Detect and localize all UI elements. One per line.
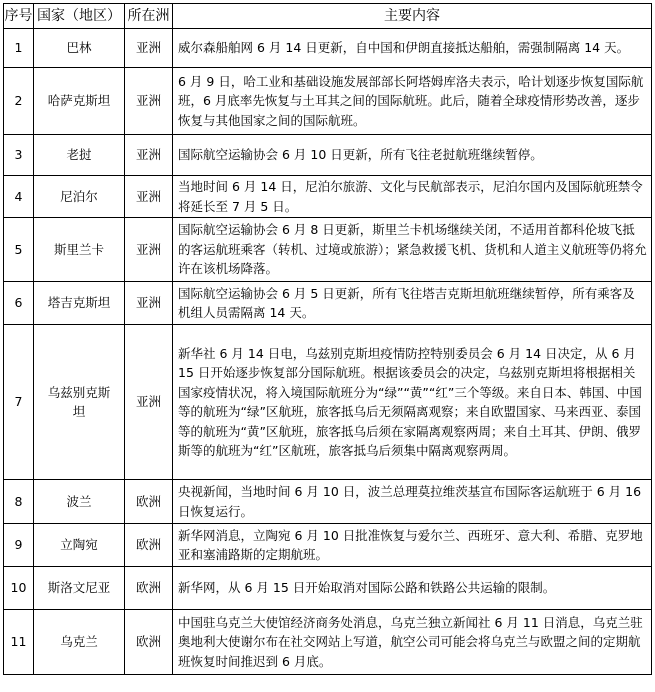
table-row bbox=[4, 325, 652, 480]
cell-region: 亚洲 bbox=[125, 68, 173, 135]
cell-content: 新华社 6 月 14 日电，乌兹别克斯坦疫情防控特别委员会 6 月 14 日决定，从 6 月 15 日开始逐步恢复部分国际航班。根据该委员会的决定，乌兹别克斯坦将根据相关国家疫情状况，将入境国际航班分为“绿”“黄”“红”三个等级。来自日本、韩国、中国等的航班为“绿”区航班，旅客抵乌后无须隔离观察；来自欧盟国家、马来西亚、泰国等的航班为“黄”区航班，旅客抵乌后须在家隔离观察两周；来自土耳其、伊朗、俄罗斯等的航班为“红”区航班，旅客抵乌后须集中隔离观察两周。 bbox=[173, 325, 652, 480]
cell-no: 10 bbox=[4, 567, 34, 610]
cell-country: 斯里兰卡 bbox=[34, 218, 125, 282]
table-row bbox=[4, 135, 652, 176]
cell-content: 国际航空运输协会 6 月 5 日更新，所有飞往塔吉克斯坦航班继续暂停，所有乘客及机组人员需隔离 14 天。 bbox=[173, 282, 652, 325]
table-row bbox=[4, 176, 652, 218]
header-no: 序号 bbox=[4, 4, 34, 29]
cell-content: 国际航空运输协会 6 月 10 日更新，所有飞往老挝航班继续暂停。 bbox=[173, 135, 652, 176]
cell-no: 6 bbox=[4, 282, 34, 325]
cell-content: 国际航空运输协会 6 月 8 日更新，斯里兰卡机场继续关闭，不适用首都科伦坡飞抵的客运航班乘客（转机、过境或旅游）；紧急救援飞机、货机和人道主义航班等仍将允许在该机场降落。 bbox=[173, 218, 652, 282]
cell-country: 尼泊尔 bbox=[34, 176, 125, 218]
cell-content: 6 月 9 日，哈工业和基础设施发展部部长阿塔姆库洛夫表示，哈计划逐步恢复国际航班，6 月底率先恢复与土耳其之间的国际航班。此后，随着全球疫情形势改善，逐步恢复与其他国家之间的国际航班。 bbox=[173, 68, 652, 135]
cell-region: 欧洲 bbox=[125, 480, 173, 524]
flight-restrictions-table bbox=[3, 3, 652, 675]
table-row bbox=[4, 282, 652, 325]
cell-country: 老挝 bbox=[34, 135, 125, 176]
cell-no: 8 bbox=[4, 480, 34, 524]
table-row bbox=[4, 567, 652, 610]
cell-region: 亚洲 bbox=[125, 282, 173, 325]
cell-content: 当地时间 6 月 14 日，尼泊尔旅游、文化与民航部表示，尼泊尔国内及国际航班禁令将延长至 7 月 5 日。 bbox=[173, 176, 652, 218]
header-region: 所在洲 bbox=[125, 4, 173, 29]
cell-country: 立陶宛 bbox=[34, 524, 125, 567]
cell-region: 欧洲 bbox=[125, 567, 173, 610]
table-header-row bbox=[4, 4, 652, 29]
cell-no: 4 bbox=[4, 176, 34, 218]
cell-country: 哈萨克斯坦 bbox=[34, 68, 125, 135]
cell-country: 乌克兰 bbox=[34, 610, 125, 675]
table-row bbox=[4, 29, 652, 68]
table-row bbox=[4, 524, 652, 567]
cell-no: 5 bbox=[4, 218, 34, 282]
cell-country: 巴林 bbox=[34, 29, 125, 68]
cell-content: 央视新闻，当地时间 6 月 10 日，波兰总理莫拉维茨基宣布国际客运航班于 6 月 16 日恢复运行。 bbox=[173, 480, 652, 524]
cell-no: 2 bbox=[4, 68, 34, 135]
table-row bbox=[4, 218, 652, 282]
cell-no: 1 bbox=[4, 29, 34, 68]
cell-content: 新华网，从 6 月 15 日开始取消对国际公路和铁路公共运输的限制。 bbox=[173, 567, 652, 610]
cell-region: 欧洲 bbox=[125, 524, 173, 567]
cell-content: 中国驻乌克兰大使馆经济商务处消息，乌克兰独立新闻社 6 月 11 日消息，乌克兰驻奥地利大使谢尔布在社交网站上写道，航空公司可能会将乌克兰与欧盟之间的定期航班恢复时间推迟到 6 月底。 bbox=[173, 610, 652, 675]
table-row bbox=[4, 610, 652, 675]
cell-content: 新华网消息，立陶宛 6 月 10 日批准恢复与爱尔兰、西班牙、意大利、希腊、克罗地亚和塞浦路斯的定期航班。 bbox=[173, 524, 652, 567]
cell-country: 塔吉克斯坦 bbox=[34, 282, 125, 325]
cell-region: 亚洲 bbox=[125, 135, 173, 176]
cell-no: 3 bbox=[4, 135, 34, 176]
header-content: 主要内容 bbox=[173, 4, 652, 29]
cell-country: 乌兹别克斯坦 bbox=[34, 325, 125, 480]
cell-region: 亚洲 bbox=[125, 325, 173, 480]
table-row bbox=[4, 480, 652, 524]
cell-country: 斯洛文尼亚 bbox=[34, 567, 125, 610]
table-row bbox=[4, 68, 652, 135]
cell-region: 亚洲 bbox=[125, 218, 173, 282]
header-country: 国家（地区） bbox=[34, 4, 125, 29]
cell-no: 9 bbox=[4, 524, 34, 567]
cell-country: 波兰 bbox=[34, 480, 125, 524]
cell-no: 7 bbox=[4, 325, 34, 480]
cell-no: 11 bbox=[4, 610, 34, 675]
cell-region: 亚洲 bbox=[125, 29, 173, 68]
cell-region: 亚洲 bbox=[125, 176, 173, 218]
cell-content: 威尔森船舶网 6 月 14 日更新，自中国和伊朗直接抵达船舶，需强制隔离 14 天。 bbox=[173, 29, 652, 68]
cell-region: 欧洲 bbox=[125, 610, 173, 675]
